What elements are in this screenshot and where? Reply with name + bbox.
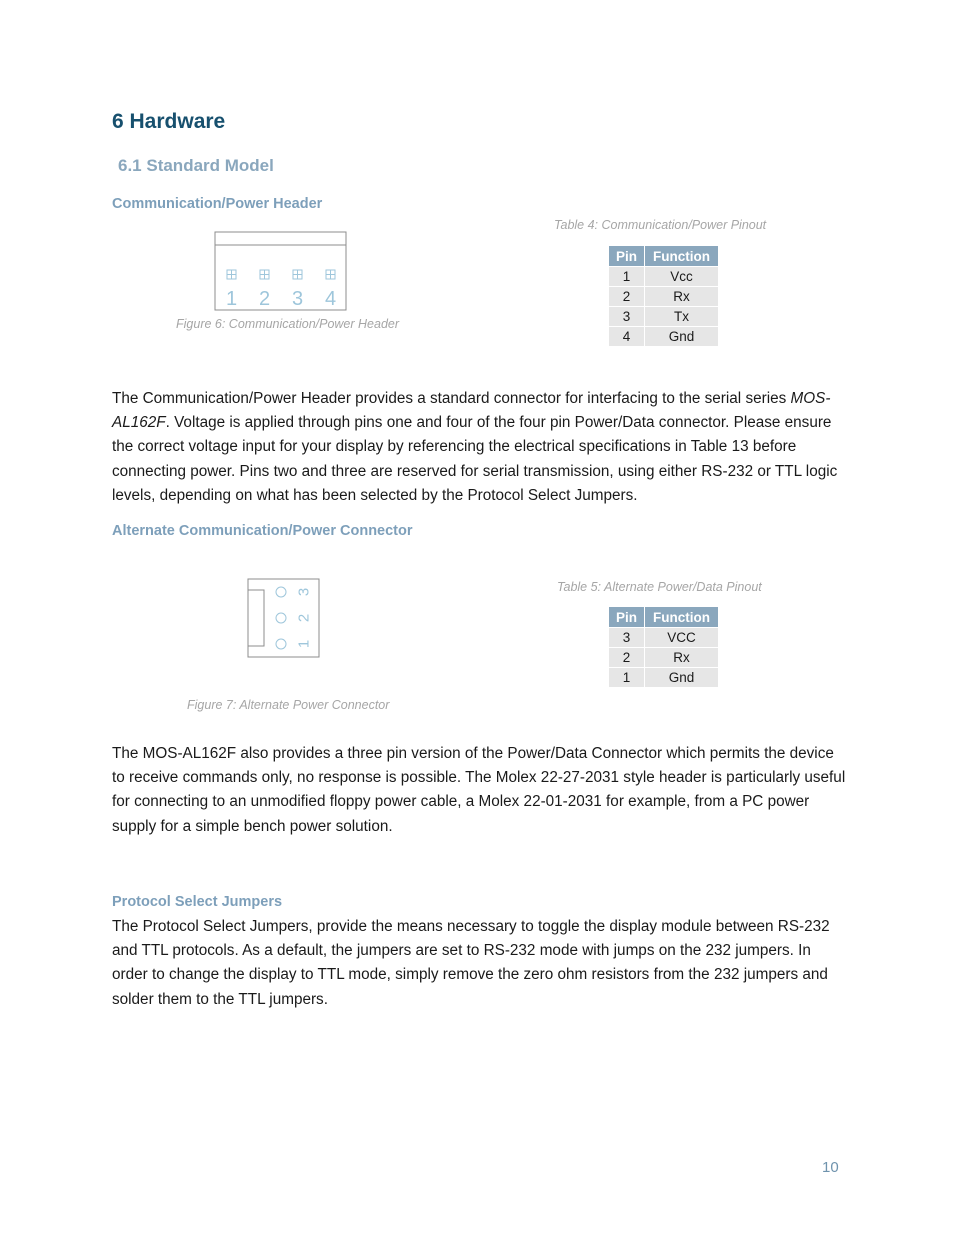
paragraph-text: The MOS-AL162F also provides a three pin version of the Power/Data Connector which permits the device to receive commands only, no response is possible. The Molex 22-27-2031 style header is particularly useful for connecting to an unmodified floppy power cable, a Molex 22-01-2031 for example, from a PC power supply for a simple bench power solution. [112, 745, 846, 835]
pin-label: 1 [225, 288, 238, 310]
alt-connector-title: Alternate Communication/Power Connector [112, 523, 413, 539]
comm-header-title: Communication/Power Header [112, 196, 323, 212]
alt-pinout-table [608, 606, 719, 688]
table-5-caption: Table 5: Alternate Power/Data Pinout [557, 580, 762, 594]
pin-label: 4 [324, 288, 337, 310]
pin-label: 2 [258, 288, 271, 310]
table-row [609, 327, 719, 347]
table-row [609, 628, 719, 648]
column-header-function: Function [645, 246, 719, 267]
figure-6-caption: Figure 6: Communication/Power Header [176, 317, 400, 331]
pin-cell: 1 [609, 668, 645, 688]
page-heading: 6 Hardware [112, 110, 226, 133]
pin-cell: 2 [609, 648, 645, 668]
pin-label: 3 [291, 288, 304, 310]
pin-label: 1 [295, 639, 313, 649]
model-name: MOS-AL162F [112, 390, 831, 432]
section-subheading: 6.1 Standard Model [118, 156, 274, 175]
table-4-caption: Table 4: Communication/Power Pinout [554, 218, 767, 232]
function-cell: Rx [645, 648, 719, 668]
pin-label: 3 [295, 587, 313, 597]
function-cell: Rx [645, 287, 719, 307]
table-row [609, 287, 719, 307]
pin-cell: 3 [609, 307, 645, 327]
comm-header-paragraph [112, 387, 847, 508]
pin-cell: 1 [609, 267, 645, 287]
alt-connector-figure [246, 578, 322, 660]
figure-7-caption: Figure 7: Alternate Power Connector [187, 698, 390, 712]
table-row [609, 668, 719, 688]
pin-cell: 2 [609, 287, 645, 307]
column-header-function: Function [645, 607, 719, 628]
paragraph-text: The Communication/Power Header provides a standard connector for interfacing to the serial series [112, 390, 791, 407]
table-row [609, 267, 719, 287]
pin-cell: 4 [609, 327, 645, 347]
column-header-pin: Pin [609, 607, 645, 628]
function-cell: Gnd [645, 327, 719, 347]
comm-header-figure [214, 231, 348, 312]
table-header-row [609, 607, 719, 628]
alt-connector-paragraph [112, 742, 847, 839]
table-header-row [609, 246, 719, 267]
jumpers-title: Protocol Select Jumpers [112, 894, 283, 910]
page-number: 10 [822, 1159, 839, 1176]
paragraph-text: The Protocol Select Jumpers, provide the means necessary to toggle the display module between RS-232 and TTL protocols. As a default, the jumpers are set to RS-232 mode with jumps on the 232 jumpers. In order to change the display to TTL mode, simply remove the zero ohm resistors from the 232 jumpers and solder them to the TTL jumpers. [112, 918, 830, 1008]
table-row [609, 307, 719, 327]
function-cell: Gnd [645, 668, 719, 688]
column-header-pin: Pin [609, 246, 645, 267]
pin-label: 2 [295, 613, 313, 623]
function-cell: Vcc [645, 267, 719, 287]
comm-pinout-table [608, 245, 719, 347]
function-cell: Tx [645, 307, 719, 327]
function-cell: VCC [645, 628, 719, 648]
pin-cell: 3 [609, 628, 645, 648]
jumpers-paragraph [112, 915, 847, 1012]
table-row [609, 648, 719, 668]
paragraph-text: . Voltage is applied through pins one and four of the four pin Power/Data connector. Please ensure the correct voltage input for your display by referencing the electrical specifications in Table 13 before connecting power. Pins two and three are reserved for serial transmission, using either RS-232 or TTL logic levels, depending on what has been selected by the Protocol Select Jumpers. [112, 414, 838, 504]
